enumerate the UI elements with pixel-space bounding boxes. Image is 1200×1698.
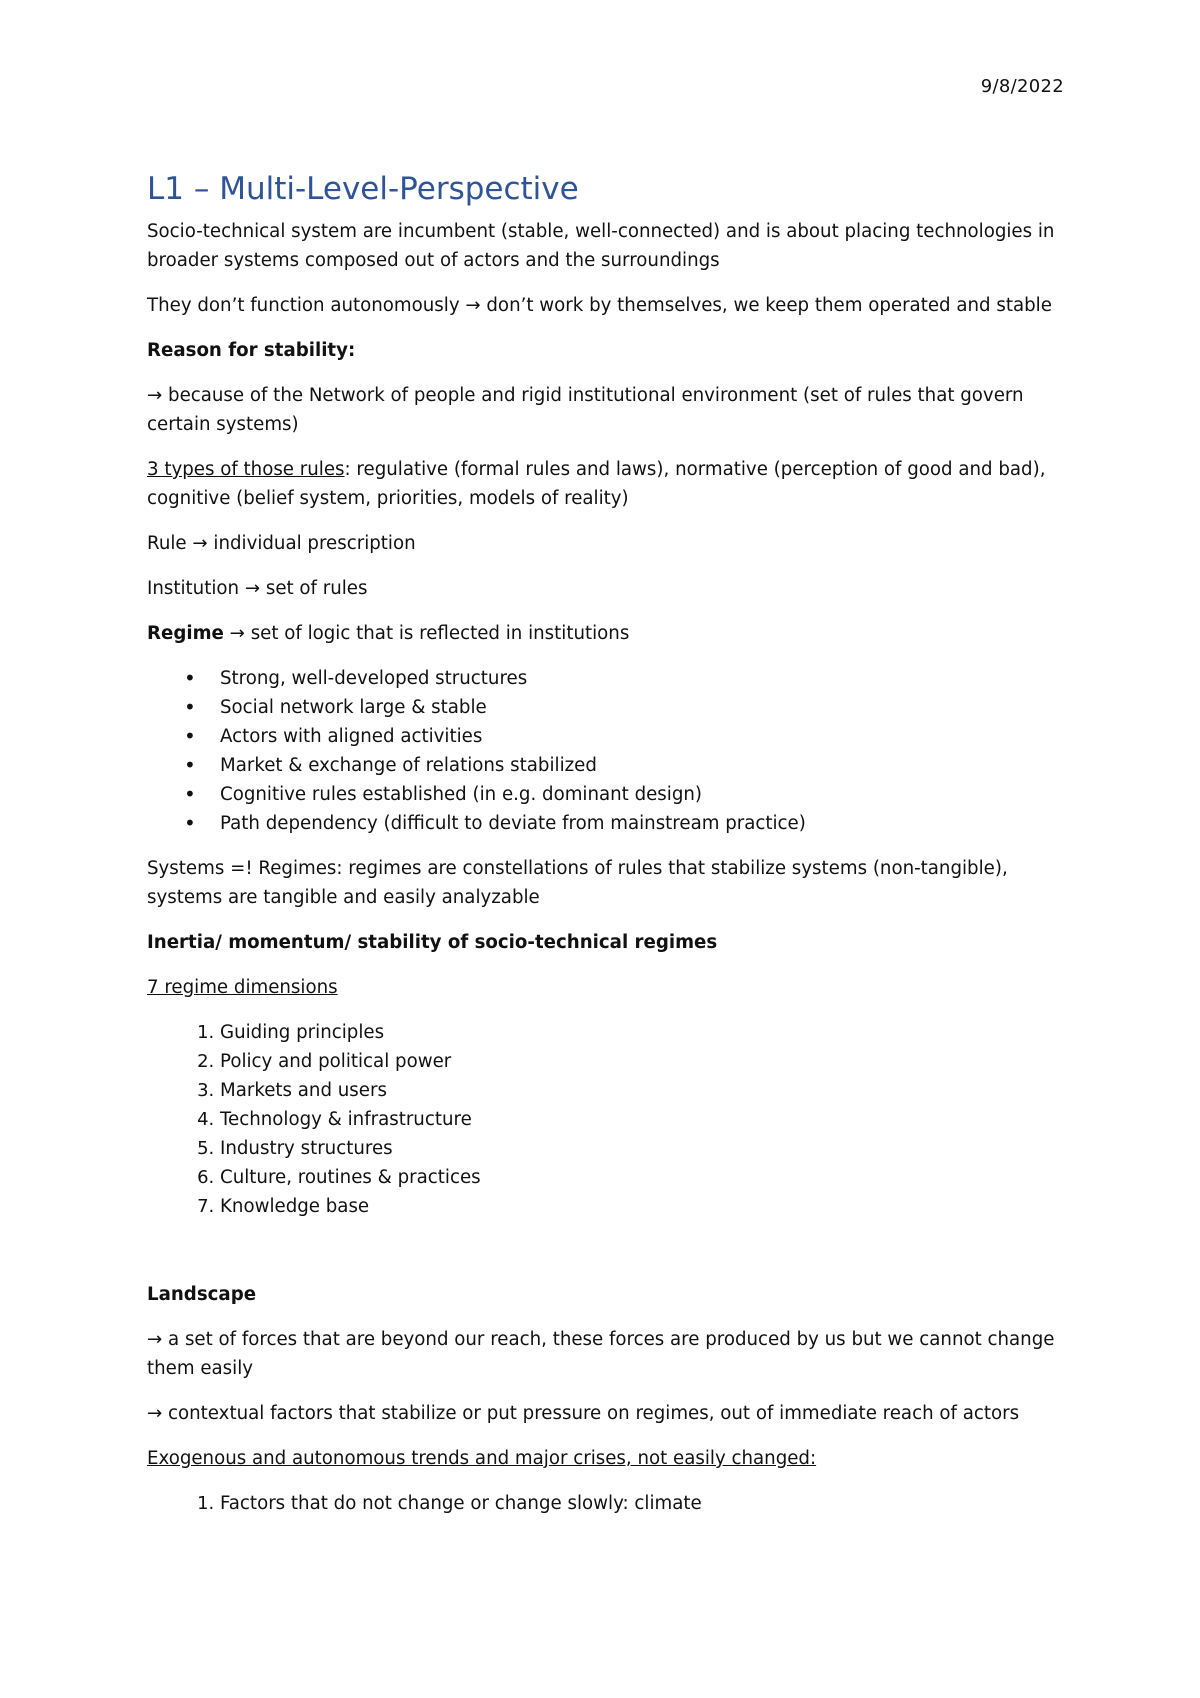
document-body [147,168,1067,1534]
trends-label: Exogenous and autonomous trends and major crises, not easily changed: [147,1448,817,1469]
regime-label: Regime [147,623,224,644]
intro-paragraph-1: Socio-technical system are incumbent (stable, well-connected) and is about placing technologies in broader systems composed out of actors and the surroundings [147,221,1055,271]
list-item: • Path dependency (difficult to deviate from mainstream practice) [220,809,1067,838]
rules-types-text: : regulative (formal rules and laws), normative (perception of good and bad), cognitive (belief system, priorities, models of reality) [147,459,1046,509]
list-item: 6. Culture, routines & practices [220,1163,1067,1192]
stability-paragraph: → because of the Network of people and rigid institutional environment (set of rules that govern certain systems) [147,385,1024,435]
trends-list [147,1489,1067,1518]
systems-vs-regimes-paragraph: Systems =! Regimes: regimes are constellations of rules that stabilize systems (non-tangible), systems are tangible and easily analyzable [147,858,1008,908]
list-item: 5. Industry structures [220,1134,1067,1163]
regime-dimensions-label: 7 regime dimensions [147,977,338,998]
list-item: • Cognitive rules established (in e.g. dominant design) [220,780,1067,809]
landscape-heading: Landscape [147,1284,257,1305]
inertia-heading: Inertia/ momentum/ stability of socio-technical regimes [147,932,718,953]
list-item: • Market & exchange of relations stabilized [220,751,1067,780]
regime-text: → set of logic that is reflected in institutions [223,623,630,644]
rules-types-label: 3 types of those rules [147,459,345,480]
regime-dimensions-list [147,1018,1067,1221]
list-item: 3. Markets and users [220,1076,1067,1105]
list-item: 7. Knowledge base [220,1192,1067,1221]
regime-definition [147,619,1067,648]
header-date: 9/8/2022 [980,76,1064,97]
list-item: • Social network large & stable [220,693,1067,722]
list-item: • Actors with aligned activities [220,722,1067,751]
list-item: 2. Policy and political power [220,1047,1067,1076]
spacer [147,1237,1067,1280]
rules-types-paragraph [147,455,1067,513]
list-item: 1. Guiding principles [220,1018,1067,1047]
list-item: • Strong, well-developed structures [220,664,1067,693]
page-title: L1 – Multi-Level-Perspective [147,171,579,207]
rule-definition: Rule → individual prescription [147,533,416,554]
intro-paragraph-2: They don’t function autonomously → don’t work by themselves, we keep them operated and stable [147,295,1052,316]
regime-bullet-list [147,664,1067,838]
landscape-paragraph-2: → contextual factors that stabilize or put pressure on regimes, out of immediate reach of actors [147,1403,1020,1424]
list-item: 4. Technology & infrastructure [220,1105,1067,1134]
stability-heading: Reason for stability: [147,340,356,361]
institution-definition: Institution → set of rules [147,578,368,599]
landscape-paragraph-1: → a set of forces that are beyond our reach, these forces are produced by us but we cannot change them easily [147,1329,1055,1379]
list-item: 1. Factors that do not change or change slowly: climate [220,1489,1067,1518]
